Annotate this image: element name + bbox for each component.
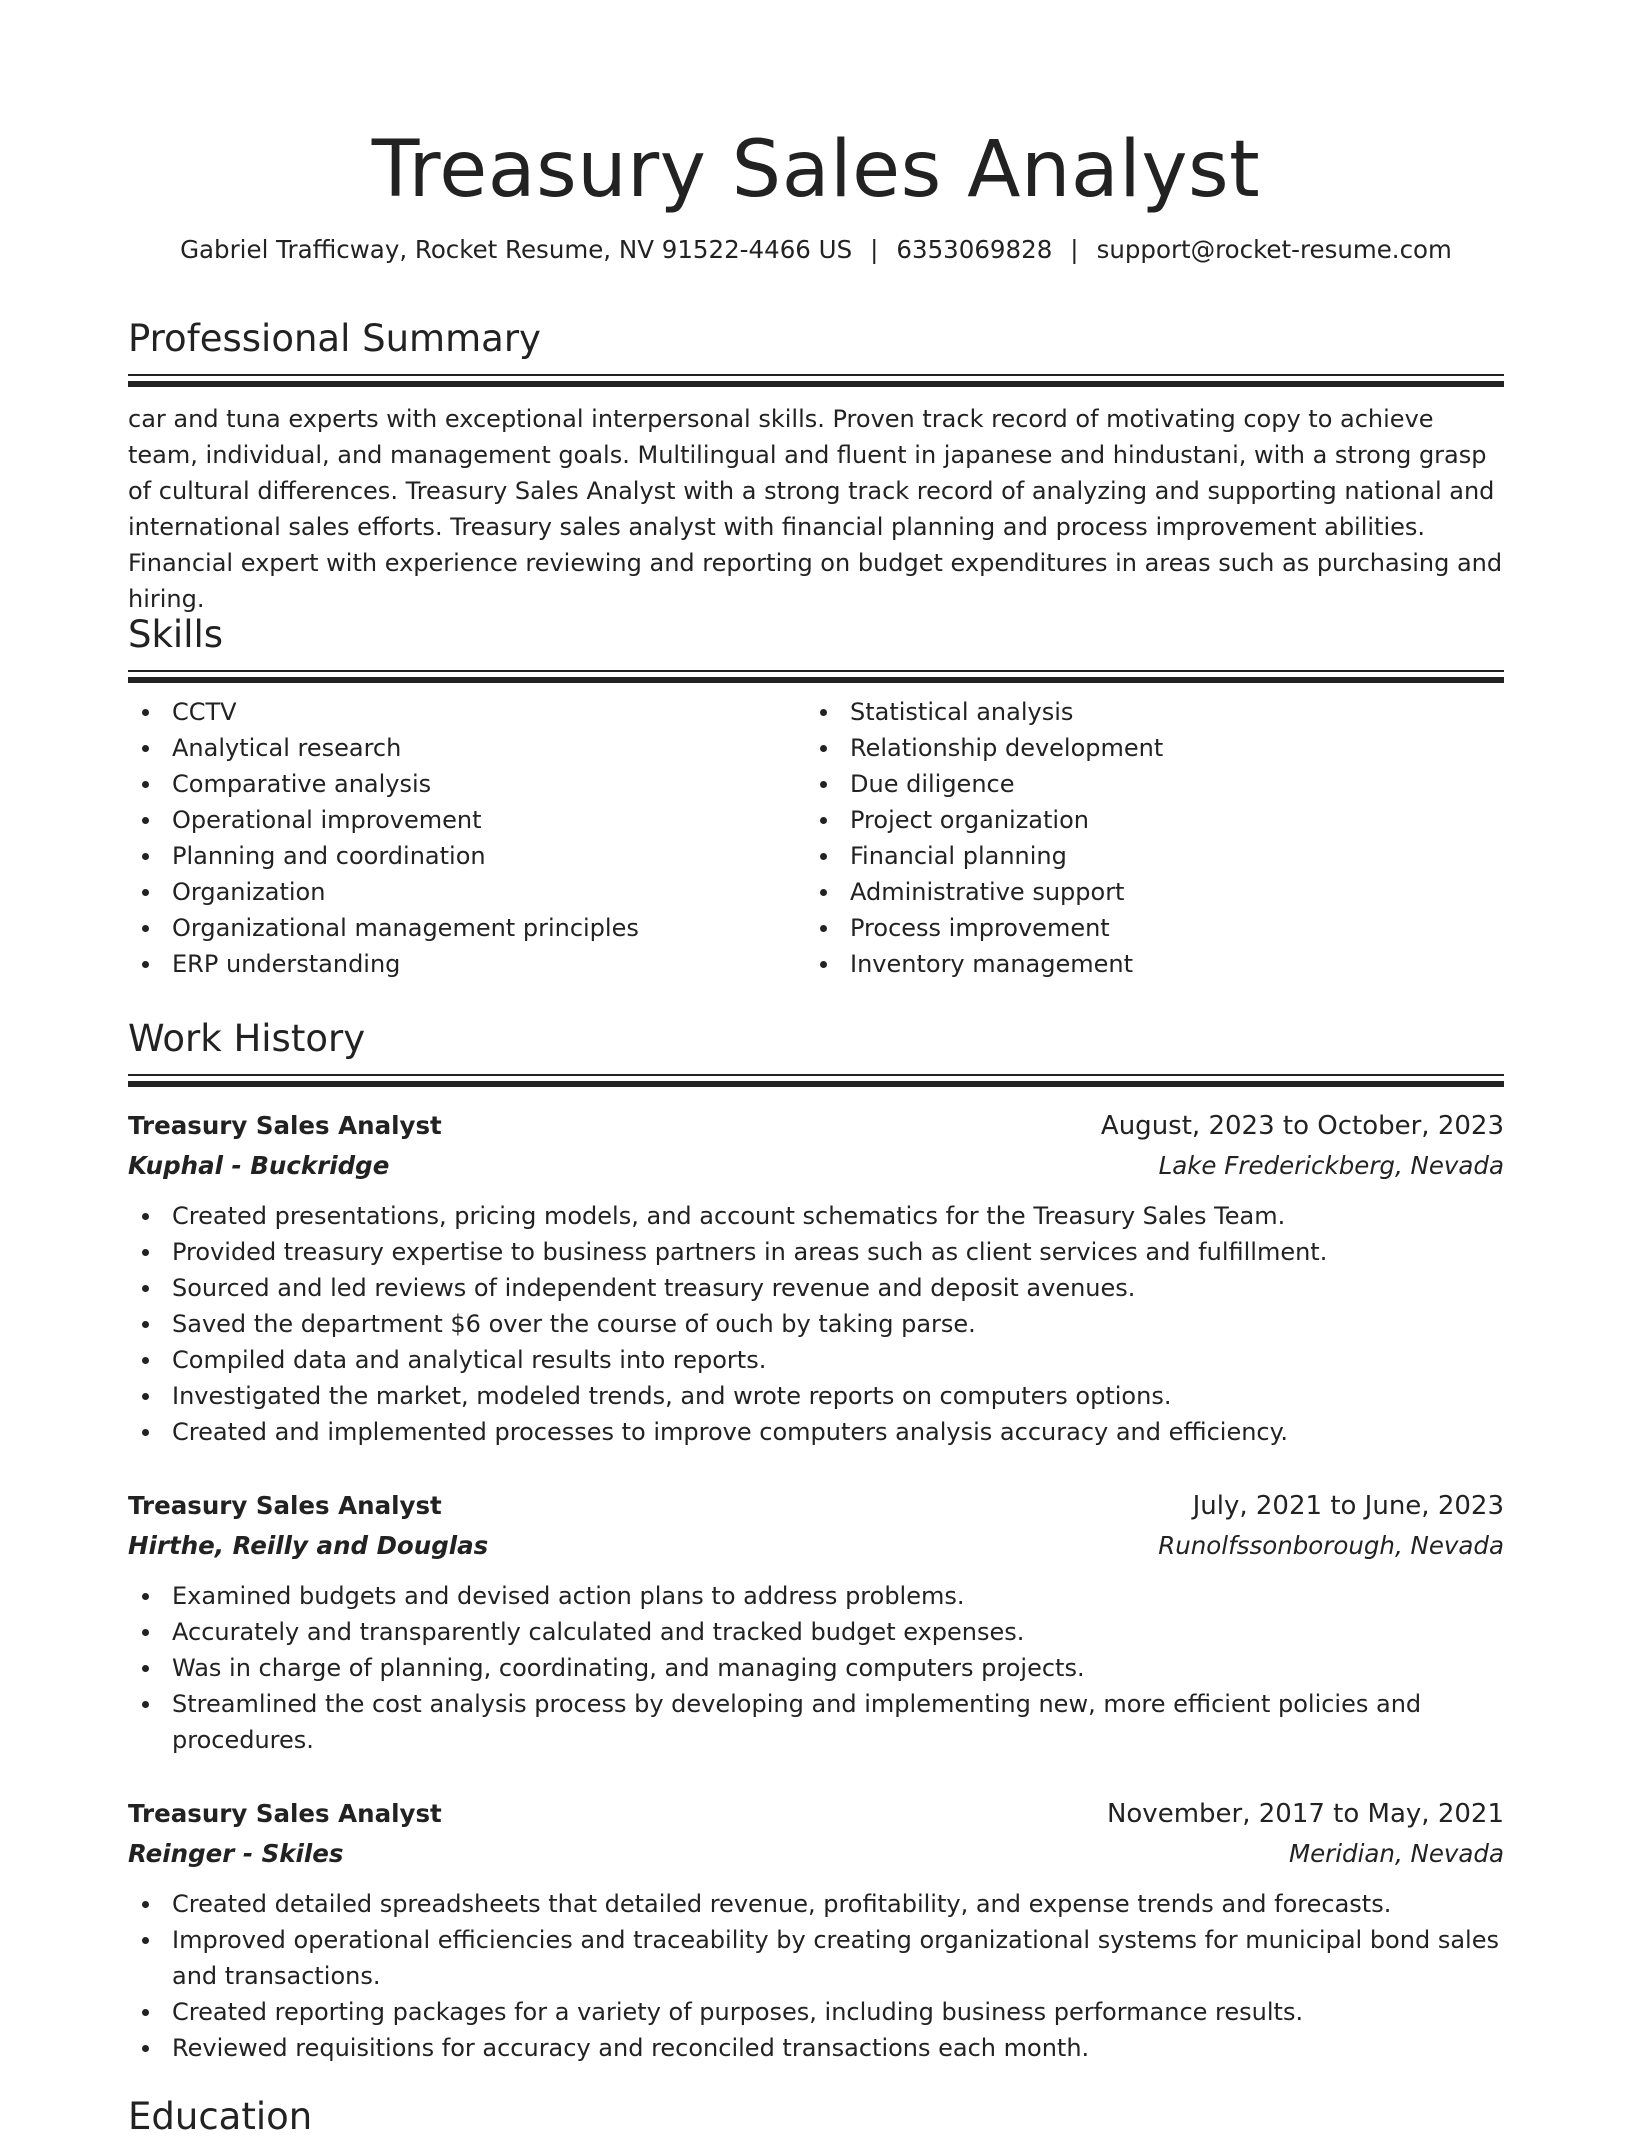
contact-address: Gabriel Trafficway, Rocket Resume, NV 91522-4466 US <box>180 235 853 264</box>
contact-email: support@rocket-resume.com <box>1096 235 1452 264</box>
summary-text: car and tuna experts with exceptional interpersonal skills. Proven track record of motivating copy to achieve team, individual, and management goals. Multilingual and fluent in japanese and hindustani, with a strong grasp of cultural differences. Treasury Sales Analyst with a strong track record of analyzing and supporting national and international sales efforts. Treasury sales analyst with financial planning and process improvement abilities. Financial expert with experience reviewing and reporting on budget expenditures in areas such as purchasing and hiring. <box>128 405 1503 613</box>
job-location: Runolfssonborough, Nevada <box>1158 1531 1504 1560</box>
skill-item: Comparative analysis <box>128 766 806 802</box>
job-bullet: Provided treasury expertise to business partners in areas such as client services and fulfillment. <box>128 1234 1504 1270</box>
skill-item: Relationship development <box>806 730 1484 766</box>
job-bullet: Saved the department $6 over the course of ouch by taking parse. <box>128 1306 1504 1342</box>
skills-grid <box>128 694 1504 982</box>
job-bullet: Created reporting packages for a variety of purposes, including business performance results. <box>128 1994 1504 2030</box>
contact-line <box>128 234 1504 266</box>
job-header-row <box>128 1794 1504 1834</box>
job-location: Lake Frederickberg, Nevada <box>1158 1151 1504 1180</box>
job-company-row <box>128 1834 1504 1874</box>
skill-item: Financial planning <box>806 838 1484 874</box>
job-header-row <box>128 1106 1504 1146</box>
contact-separator: | <box>870 235 879 264</box>
job-bullet: Was in charge of planning, coordinating, and managing computers projects. <box>128 1650 1504 1686</box>
job-bullets <box>128 1198 1504 1450</box>
summary-section <box>128 316 1504 617</box>
job-bullet: Reviewed requisitions for accuracy and reconciled transactions each month. <box>128 2030 1504 2066</box>
job-company: Hirthe, Reilly and Douglas <box>128 1531 489 1560</box>
section-divider <box>128 670 1504 672</box>
skill-item: Due diligence <box>806 766 1484 802</box>
education-heading: Education <box>128 2095 313 2138</box>
job-company-row <box>128 1526 1504 1566</box>
section-divider <box>128 1074 1504 1076</box>
job-header-row <box>128 1486 1504 1526</box>
job-bullet: Improved operational efficiencies and traceability by creating organizational systems for municipal bond sales and transactions. <box>128 1922 1504 1994</box>
job-bullets <box>128 1886 1504 2066</box>
job-company: Reinger - Skiles <box>128 1839 344 1868</box>
skill-item: Administrative support <box>806 874 1484 910</box>
skill-item: Operational improvement <box>128 802 806 838</box>
skill-item: Planning and coordination <box>128 838 806 874</box>
skill-item: Project organization <box>806 802 1484 838</box>
skills-column-right <box>806 694 1484 982</box>
skill-item: Process improvement <box>806 910 1484 946</box>
skill-item: CCTV <box>128 694 806 730</box>
job-dates: July, 2021 to June, 2023 <box>1192 1491 1504 1521</box>
skill-item: Organization <box>128 874 806 910</box>
job-title: Treasury Sales Analyst <box>128 1111 442 1140</box>
summary-heading: Professional Summary <box>128 317 541 360</box>
skill-item: Inventory management <box>806 946 1484 982</box>
section-divider <box>128 374 1504 376</box>
job-bullet: Accurately and transparently calculated and tracked budget expenses. <box>128 1614 1504 1650</box>
job-location: Meridian, Nevada <box>1288 1839 1504 1868</box>
job-title: Treasury Sales Analyst <box>128 1799 442 1828</box>
page-title: Treasury Sales Analyst <box>371 125 1261 215</box>
job-company-row <box>128 1146 1504 1186</box>
job-bullet: Examined budgets and devised action plans to address problems. <box>128 1578 1504 1614</box>
job-bullet: Created presentations, pricing models, and account schematics for the Treasury Sales Team. <box>128 1198 1504 1234</box>
resume-page <box>128 0 1504 2138</box>
skills-column-left <box>128 694 806 982</box>
skill-item: Statistical analysis <box>806 694 1484 730</box>
job-company: Kuphal - Buckridge <box>128 1151 390 1180</box>
work-history-section <box>128 1016 1504 1076</box>
contact-separator: | <box>1070 235 1079 264</box>
education-section <box>128 2094 1504 2140</box>
job-bullet: Streamlined the cost analysis process by developing and implementing new, more efficient policies and procedures. <box>128 1686 1504 1758</box>
skills-heading: Skills <box>128 613 224 656</box>
job-dates: November, 2017 to May, 2021 <box>1106 1799 1504 1829</box>
job-bullet: Created and implemented processes to improve computers analysis accuracy and efficiency. <box>128 1414 1504 1450</box>
job-bullet: Sourced and led reviews of independent treasury revenue and deposit avenues. <box>128 1270 1504 1306</box>
job-bullets <box>128 1578 1504 1758</box>
job-entry <box>128 1106 1504 1450</box>
job-bullet: Created detailed spreadsheets that detailed revenue, profitability, and expense trends and forecasts. <box>128 1886 1504 1922</box>
job-title: Treasury Sales Analyst <box>128 1491 442 1520</box>
work-history-heading: Work History <box>128 1017 366 1060</box>
job-bullet: Compiled data and analytical results into reports. <box>128 1342 1504 1378</box>
skill-item: Analytical research <box>128 730 806 766</box>
job-dates: August, 2023 to October, 2023 <box>1100 1111 1504 1141</box>
job-entry <box>128 1486 1504 1758</box>
contact-phone: 6353069828 <box>896 235 1053 264</box>
job-bullet: Investigated the market, modeled trends, and wrote reports on computers options. <box>128 1378 1504 1414</box>
skills-section <box>128 612 1504 982</box>
job-entry <box>128 1794 1504 2066</box>
skill-item: ERP understanding <box>128 946 806 982</box>
skill-item: Organizational management principles <box>128 910 806 946</box>
